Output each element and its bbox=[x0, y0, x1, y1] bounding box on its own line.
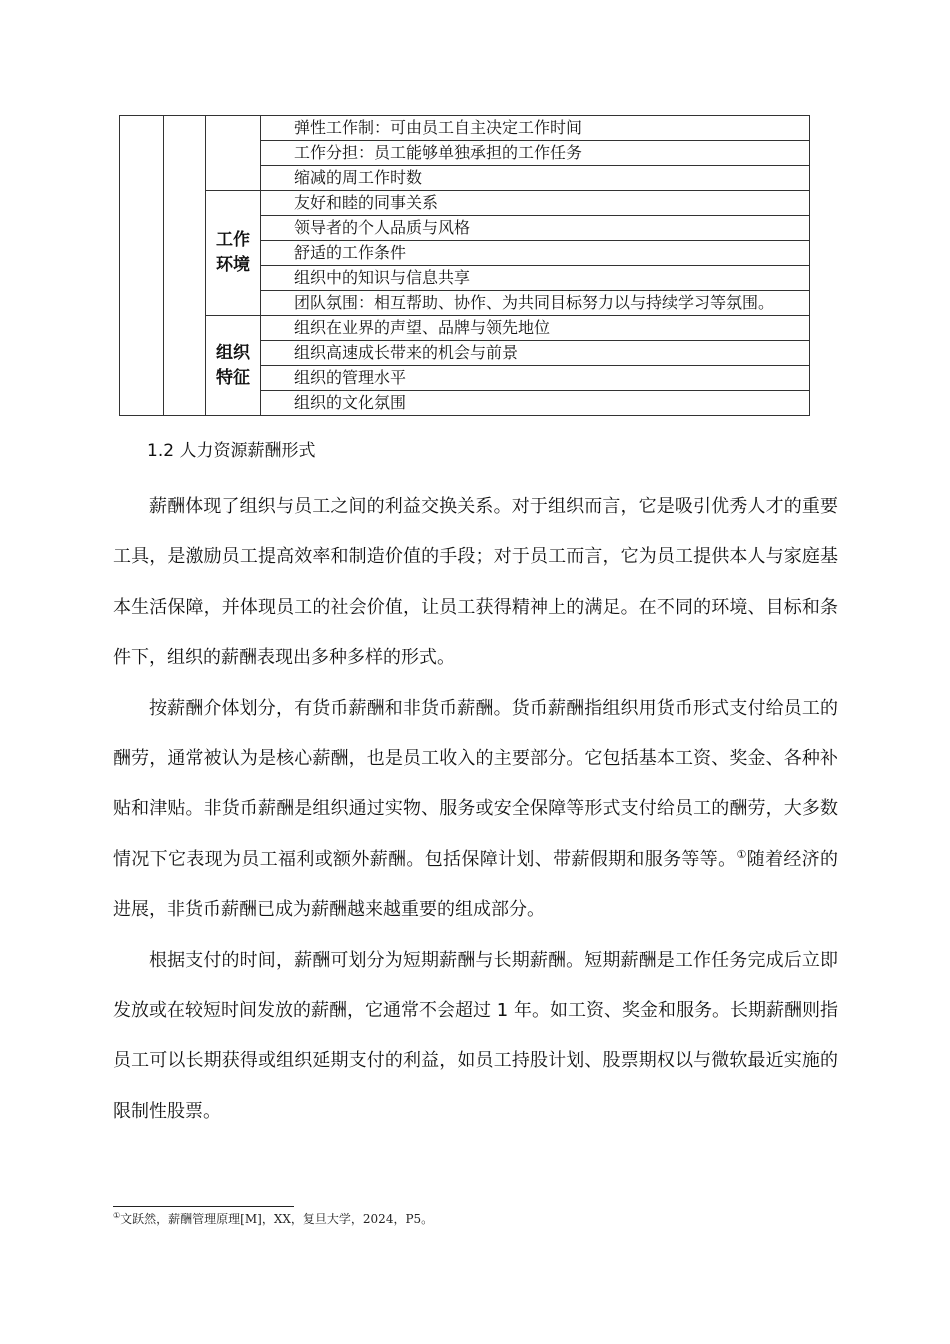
table-row bbox=[120, 191, 810, 216]
category-label: 环境 bbox=[216, 255, 250, 275]
footnote-reference[interactable]: ① bbox=[736, 847, 747, 861]
category-label: 特征 bbox=[216, 367, 250, 388]
blank-column-cell bbox=[120, 116, 164, 416]
table-row bbox=[120, 316, 810, 341]
table-item: 组织的文化氛围 bbox=[261, 391, 810, 416]
table-item: 舒适的工作条件 bbox=[261, 241, 810, 266]
paragraph bbox=[113, 684, 838, 936]
table-item: 团队氛围：相互帮助、协作、为共同目标努力以与持续学习等氛围。 bbox=[261, 291, 810, 316]
footnote-text: 文跃然，薪酬管理原理[M]，XX，复旦大学，2024，P5。 bbox=[120, 1212, 434, 1226]
table-item: 组织高速成长带来的机会与前景 bbox=[261, 341, 810, 366]
footnote bbox=[113, 1210, 433, 1228]
footnote-mark: ① bbox=[113, 1211, 121, 1220]
factors-table bbox=[119, 115, 810, 416]
table-item: 友好和睦的同事关系 bbox=[261, 191, 810, 216]
paragraph-text: 随着经济的进展，非货币薪酬已成为薪酬越来越重要的组成部分。 bbox=[113, 848, 839, 921]
table-item: 组织在业界的声望、品牌与领先地位 bbox=[261, 316, 810, 341]
table-item: 工作分担：员工能够单独承担的工作任务 bbox=[261, 141, 810, 166]
table-item: 组织的管理水平 bbox=[261, 366, 810, 391]
blank-column-cell bbox=[164, 116, 206, 416]
category-label: 工作 bbox=[216, 230, 250, 250]
table-item: 弹性工作制：可由员工自主决定工作时间 bbox=[261, 116, 810, 141]
table-row bbox=[120, 116, 810, 141]
category-organization-features bbox=[206, 316, 261, 416]
category-cell bbox=[206, 116, 261, 191]
category-work-environment bbox=[206, 191, 261, 316]
paragraph-text: 按薪酬介体划分，有货币薪酬和非货币薪酬。货币薪酬指组织用货币形式支付给员工的酬劳，通常被认为是核心薪酬，也是员工收入的主要部分。它包括基本工资、奖金、各种补贴和津贴。非货币薪酬是组织通过实物、服务或安全保障等形式支付给员工的酬劳，大多数情况下它表现为员工福利或额外薪酬。包括保障计划、带薪假期和服务等等。 bbox=[113, 697, 838, 870]
category-label: 组织 bbox=[216, 342, 250, 363]
section-heading: 1.2 人力资源薪酬形式 bbox=[147, 441, 316, 461]
paragraph: 薪酬体现了组织与员工之间的利益交换关系。对于组织而言，它是吸引优秀人才的重要工具，是激励员工提高效率和制造价值的手段；对于员工而言，它为员工提供本人与家庭基本生活保障，并体现员工的社会价值，让员工获得精神上的满足。在不同的环境、目标和条件下，组织的薪酬表现出多种多样的形式。 bbox=[113, 496, 838, 669]
body-text bbox=[113, 482, 838, 1137]
table-item: 组织中的知识与信息共享 bbox=[261, 266, 810, 291]
paragraph: 根据支付的时间，薪酬可划分为短期薪酬与长期薪酬。短期薪酬是工作任务完成后立即发放或在较短时间发放的薪酬，它通常不会超过 1 年。如工资、奖金和服务。长期薪酬则指员工可以长期获得或组织延期支付的利益，如员工持股计划、股票期权以与微软最近实施的限制性股票。 bbox=[113, 949, 838, 1122]
table-item: 领导者的个人品质与风格 bbox=[261, 216, 810, 241]
footnote-divider bbox=[113, 1206, 294, 1207]
table-item: 缩减的周工作时数 bbox=[261, 166, 810, 191]
